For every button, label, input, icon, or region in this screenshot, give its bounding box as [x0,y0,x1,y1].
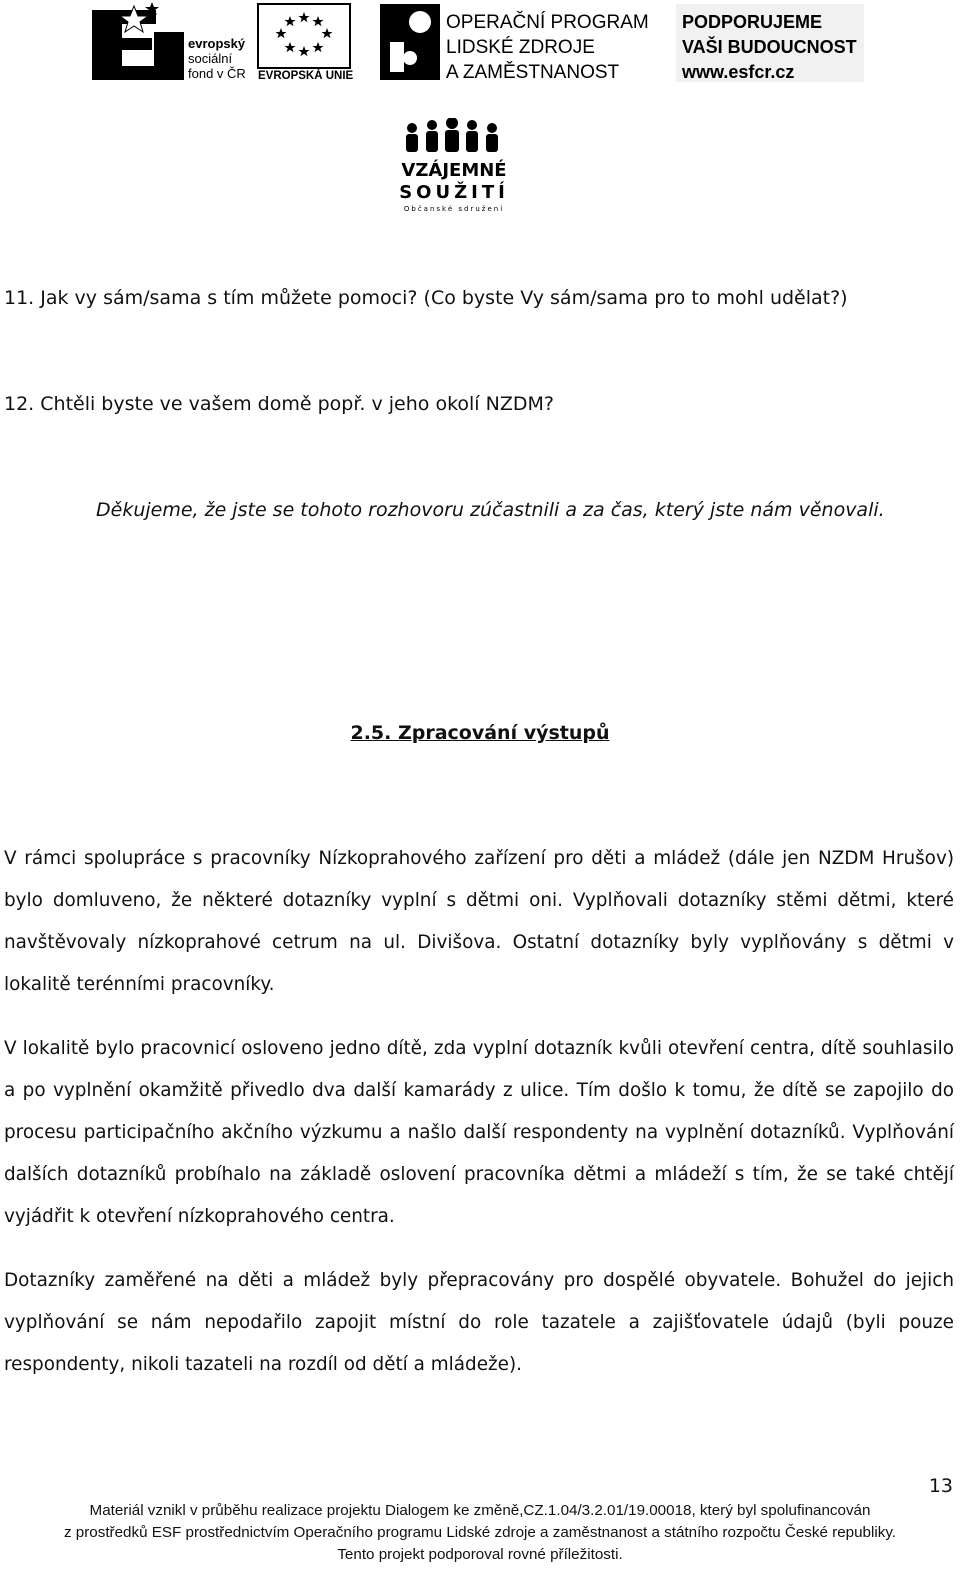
paragraph: Dotazníky zaměřené na děti a mládež byly přepracovány pro dospělé obyvatele. Bohužel do jejich vyplňování se nám nepodařilo zapojit místní do role tazatele a zajišťovatele údajů (byli pouze respondenty, nikoli tazateli na rozdíl od dětí a mládeže). [4,1270,954,1375]
thank-you-note: Děkujeme, že jste se tohoto rozhovoru zúčastnili a za čas, který jste nám věnovali. [96,499,885,521]
paragraph: V lokalitě bylo pracovnicí osloveno jedno dítě, zda vyplní dotazník kvůli otevření centra, dítě souhlasilo a po vyplnění okamžitě přivedlo dva další kamarády z ulice. Tím došlo k tomu, že dítě se zapojilo do procesu participačního akčního výzkumu a našlo další respondenty na vyplnění dotazníků. Vyplňování dalších dotazníků probíhalo na základě oslovení pracovníka dětmi a mládeží s tím, že se také chtějí vyjádřit k otevření nízkoprahového centra. [4,1038,954,1227]
op-lzz-logo [380,4,649,82]
question-11: 11. Jak vy sám/sama s tím můžete pomoci? (Co byste Vy sám/sama pro to mohl udělat?) [4,287,848,309]
svg-text:VZÁJEMNÉ: VZÁJEMNÉ [401,160,507,181]
svg-text:A ZAMĚSTNANOST: A ZAMĚSTNANOST [446,62,620,82]
svg-text:OPERAČNÍ PROGRAM: OPERAČNÍ PROGRAM [446,12,649,33]
people-icon [406,118,498,152]
footer [0,1500,960,1566]
svg-text:sociální: sociální [188,51,233,66]
eu-flag-logo [258,4,354,82]
esf-logo [92,2,246,81]
svg-text:evropský: evropský [188,36,246,51]
svg-text:PODPORUJEME: PODPORUJEME [682,12,823,32]
paragraph: V rámci spolupráce s pracovníky Nízkoprahového zařízení pro děti a mládež (dále jen NZDM Hrušov) bylo domluveno, že některé dotazníky vyplní s dětmi oni. Vyplňovali dotazníky stěmi dětmi, které navštěvovaly nízkoprahové cetrum na ul. Divišova. Ostatní dotazníky byly vyplňovány s dětmi v lokalitě terénními pracovníky. [4,848,954,995]
svg-text:SOUŽITÍ: SOUŽITÍ [399,182,509,203]
svg-text:www.esfcr.cz: www.esfcr.cz [682,62,795,82]
svg-text:EVROPSKÁ UNIE: EVROPSKÁ UNIE [258,70,354,82]
esf-logo-strip [92,2,864,82]
svg-text:fond v ČR: fond v ČR [188,66,246,81]
footer-line: z prostředků ESF prostřednictvím Operačního programu Lidské zdroje a zaměstnanost a státního rozpočtu České republiky. [63,1524,897,1541]
section-heading: 2.5. Zpracování výstupů [350,722,610,744]
footer-line: Tento projekt podporoval rovné příležitosti. [337,1546,623,1563]
question-12: 12. Chtěli byste ve vašem domě popř. v jeho okolí NZDM? [4,393,554,415]
footer-line: Materiál vznikl v průběhu realizace projektu Dialogem ke změně,CZ.1.04/3.2.01/19.00018, který byl spolufinancován [89,1502,871,1519]
svg-text:Občanské sdružení: Občanské sdružení [403,205,505,213]
svg-text:VAŠI BUDOUCNOST: VAŠI BUDOUCNOST [682,37,857,57]
vzajemne-souziti-logo [392,118,516,214]
esf-slogan [676,4,864,82]
page-number: 13 [928,1475,953,1497]
svg-text:LIDSKÉ ZDROJE: LIDSKÉ ZDROJE [446,37,595,58]
